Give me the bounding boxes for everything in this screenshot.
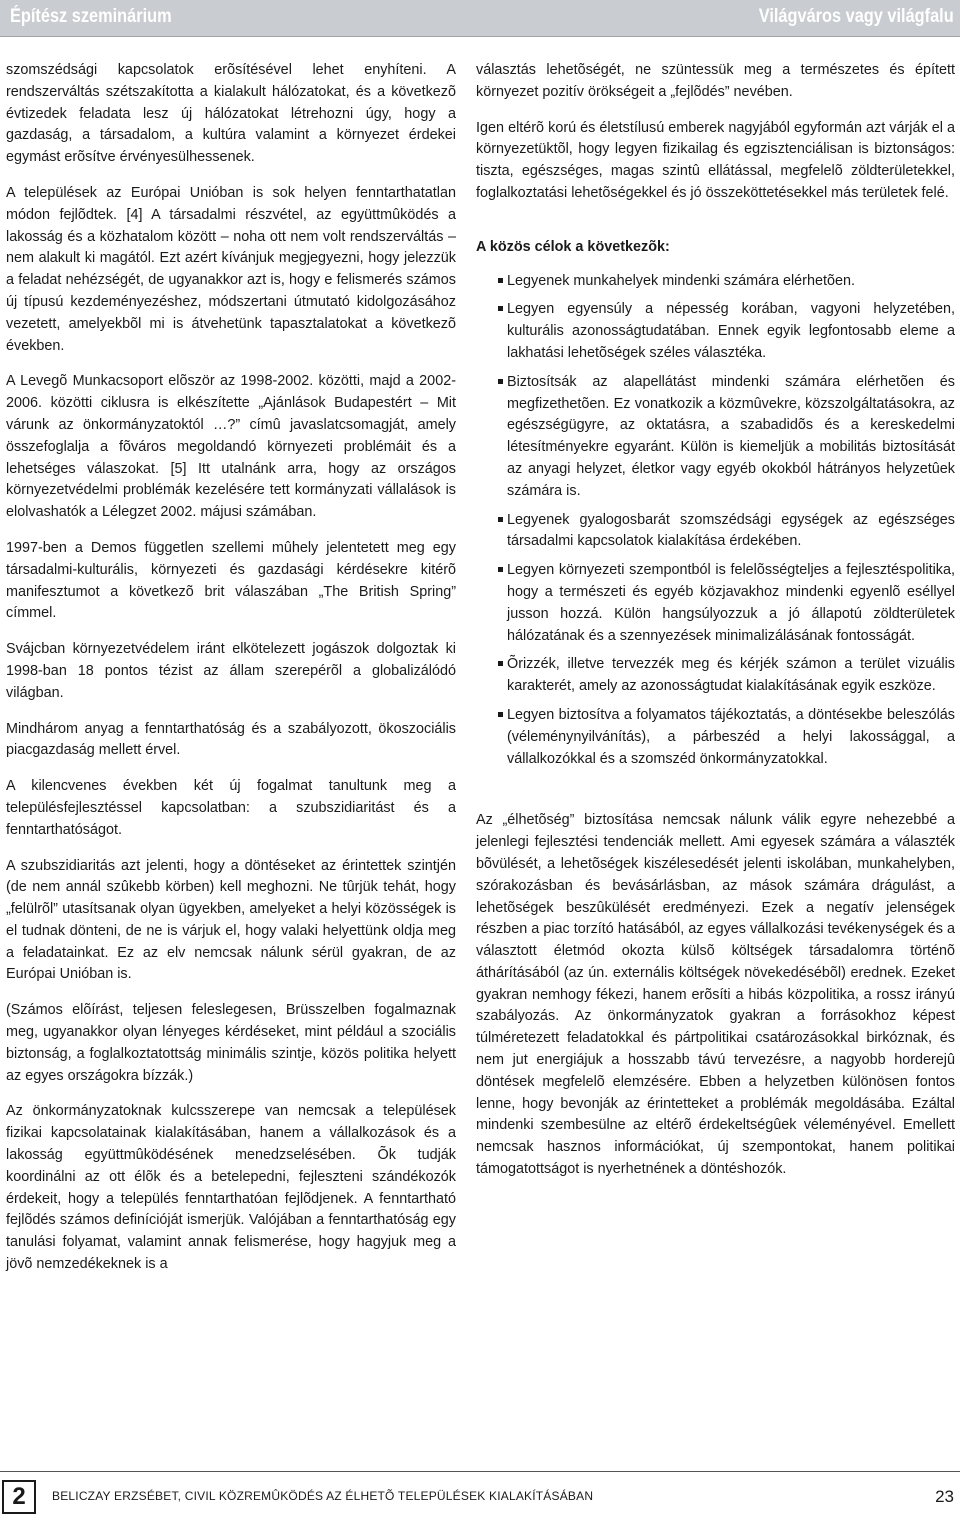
paragraph: A Levegõ Munkacsoport elõször az 1998-2002. közötti, majd a 2002-2006. közötti ciklusra is elkészítette „Ajánlások Budapestért – Mit várunk az önkormányzatoktól …?” címû javaslatcsomagját, amely összefoglalja a fõváros megoldandó környezeti problémáit és a lehetséges válaszokat. [5] Itt utalnánk arra, hogy az országos környezetvédelmi problémák kezelésére tett kormányzati vállalások is elolvashatók a Lélegzet 2002. májusi számában. <box>6 373 456 521</box>
list-item: Legyenek gyalogosbarát szomszédsági egységek az egészséges társadalmi kapcsolatok kialakítása érdekében. <box>476 510 955 554</box>
paragraph: A kilencvenes években két új fogalmat tanultunk meg a településfejlesztéssel kapcsolatban: a szubszidiaritást és a fenntarthatóságot. <box>6 778 456 838</box>
left-page-number: 2 <box>2 1480 36 1514</box>
paragraph: 1997-ben a Demos független szellemi mûhely jelentetett meg egy társadalmi-kulturális, környezeti és gazdasági kérdésekre kitérõ manifesztumot a következõ brit válaszában „The British Spring” címmel. <box>6 539 456 622</box>
right-column <box>476 60 955 1195</box>
paragraph: Svájcban környezetvédelem iránt elkötelezett jogászok dolgoztak ki 1998-ban 18 pontos tézist az állam szerepérõl a globalizálódó világban. <box>6 641 456 701</box>
paragraph: Mindhárom anyag a fenntarthatóság és a szabályozott, ökoszociális piacgazdaság mellett érvel. <box>6 720 456 759</box>
left-column <box>6 60 456 1290</box>
paragraph: (Számos elõírást, teljesen feleslegesen, Brüsszelben fogalmaznak meg, ugyanakkor olyan lényeges kérdéseket, mint például a szociális biztonság, a foglalkoztatottság minimális szintje, közös politika helyett az egyes országokra bízzák.) <box>6 1002 456 1084</box>
paragraph: A települések az Európai Unióban is sok helyen fenntarthatatlan módon fejlõdtek. [4] A társadalmi részvétel, az együttmûködés a lakosság és a közhatalom között – noha ott nem volt rendszerváltás – nem alakult ki magától. Ezt azért kívánjuk megjegyezni, hogy jelezzük a feladat nehézségét, de ugyanakkor azt is, hogy e felismerés számos új típusú kezdeményezéshez, módszertani útmutató kidolgozásához vezetett, amelyekbõl mi is átvehetünk tapasztalatokat a következõ években. <box>6 184 456 354</box>
list-item: Legyen biztosítva a folyamatos tájékoztatás, a döntésekbe beleszólás (véleménynyilvánítás), a párbeszéd a helyi lakossággal, a vállalkozókkal és a szomszéd önkormányzatokkal. <box>476 705 955 770</box>
footer-credit: BELICZAY ERZSÉBET, CIVIL KÖZREMÛKÖDÉS AZ ÉLHETÕ TELEPÜLÉSEK KIALAKÍTÁSÁBAN <box>52 1489 594 1503</box>
header-left-title: Építész szeminárium <box>10 6 172 27</box>
list-item: Legyenek munkahelyek mindenki számára elérhetõen. <box>476 271 955 293</box>
goals-list <box>476 271 955 771</box>
paragraph: szomszédsági kapcsolatok erõsítésével lehet enyhíteni. A rendszerváltás szétszakította a kialakult hálózatokat, és a következõ évtizedek feladata lesz új hálózatokat létrehozni úgy, hogy a gazdaság, a társadalom, a kultúra valamint a környezet érdekei egymást erõsítve érvényesülhessenek. <box>6 62 456 166</box>
paragraph: Az „élhetõség” biztosítása nemcsak nálunk válik egyre nehezebbé a jelenlegi fejlesztési tendenciák mellett. Ami egyesek számára a választék bõvülését, a lehetõségek kiszélesedését jelenti iskolában, munkahelyben, szórakozásban és bevásárlásban, az mások számára drágulást, a lehetõségek beszûkülését eredményezi. Ezek a negatív jelenségek részben a piac torzító hatásából, az egyes vállalkozási tevékenységek és a választott életmód okozta külsõ költségek társadalomra történõ áthárításából (az ún. externális költségek növekedésébõl) erednek. Ezeket gyakran nemhogy fékezi, hanem erõsíti a hibás közpolitika, a rossz irányú szabályozás. Az önkormányzatok gyakran a forrásokhoz képest túlméretezett feladatokkal és pártpolitikai csatározásokkal birkóznak, és nem jut energiájuk a hosszabb távú tervezésre, a nagyobb horderejû döntések megfelelõ elemzésére. Ebben a helyzetben különösen fontos lenne, hogy bevonják az érintetteket a problémák megoldásába. Ezáltal mindenki szembesülne az eltérõ érdekeltségûek véleményével. Emellett nemcsak hasznos információkat, új szempontokat, hanem politikai támogatottságot is nyerhetnének a döntéshozók. <box>476 812 955 1178</box>
right-page-number: 23 <box>935 1487 954 1506</box>
list-item: Legyen egyensúly a népesség korában, vagyoni helyzetében, kulturális azonosságtudatában. Ennek egyik legfontosabb eleme a lakhatási lehetõségek széles választéka. <box>476 299 955 364</box>
paragraph: Igen eltérõ korú és életstílusú emberek nagyjából egyformán azt várják el a környezetüktõl, hogy legyen fizikailag és egzisztenciálisan is biztonságos: tiszta, egészséges, magas szintû ellátással, megfelelõ zöldterületekkel, foglalkoztatási lehetõségekkel és jó összeköttetésekkel más területek felé. <box>476 119 955 201</box>
goals-heading: A közös célok a következõk: <box>476 238 670 255</box>
paragraph: választás lehetõségét, ne szüntessük meg a természetes és épített környezet pozitív örökségeit a „fejlõdés” nevében. <box>476 62 955 100</box>
page-header <box>0 0 960 37</box>
header-right-title: Világváros vagy világfalu <box>759 6 954 27</box>
list-item: Legyen környezeti szempontból is felelõsségteljes a fejlesztéspolitika, hogy a természeti és egyéb közjavakhoz mindenki egyenlõ eséllyel jusson hozzá. Külön hangsúlyozzuk a jó állapotú zöldterületek hálózatának és a szennyezések minimalizálásának fontosságát. <box>476 560 955 647</box>
list-item: Õrizzék, illetve tervezzék meg és kérjék számon a terület vizuális karakterét, amely az azonosságtudat kialakításának egyik eszköze. <box>476 654 955 698</box>
paragraph: A szubszidiaritás azt jelenti, hogy a döntéseket az érintettek szintjén (de nem annál szûkebb körben) kell meghozni. Ne tûrjük tehát, hogy „felülrõl” utasítsanak olyan ügyekben, amelyeket a helyi közösségek is el tudnak dönteni, de ne is várjuk el, hogy valaki helyettünk oldja meg a feladatainkat. Ez az elv nemcsak nálunk sérül gyakran, de az Európai Unióban is. <box>6 857 456 983</box>
page-footer <box>0 1467 960 1515</box>
paragraph: Az önkormányzatoknak kulcsszerepe van nemcsak a települések fizikai kapcsolatainak kialakításában, hanem a vállalkozások és a lakosság együttmûködésének menedzselésében. Õk tudják koordinálni az ott élõk és a betelepedni, fejleszteni szándékozók érdekeit, hogy a település fenntarthatóan fejlõdjenek. A fenntartható fejlõdés számos definícióját ismerjük. Valójában a fenntarthatóság egy tanulási folyamat, valamint annak felismerése, hogy hagyjuk meg a jövõ nemzedékeknek is a <box>6 1103 456 1273</box>
list-item: Biztosítsák az alapellátást mindenki számára elérhetõen és megfizethetõen. Ez vonatkozik a közmûvekre, közszolgáltatásokra, az egészségügyre, az oktatásra, a szabadidõs és a kereskedelmi létesítményekre egyaránt. Külön is kiemeljük a mobilitás biztosítását az anyagi helyzet, életkor vagy egyéb okokból hátrányos helyzetûek számára is. <box>476 372 955 503</box>
footer-divider <box>0 1471 960 1472</box>
